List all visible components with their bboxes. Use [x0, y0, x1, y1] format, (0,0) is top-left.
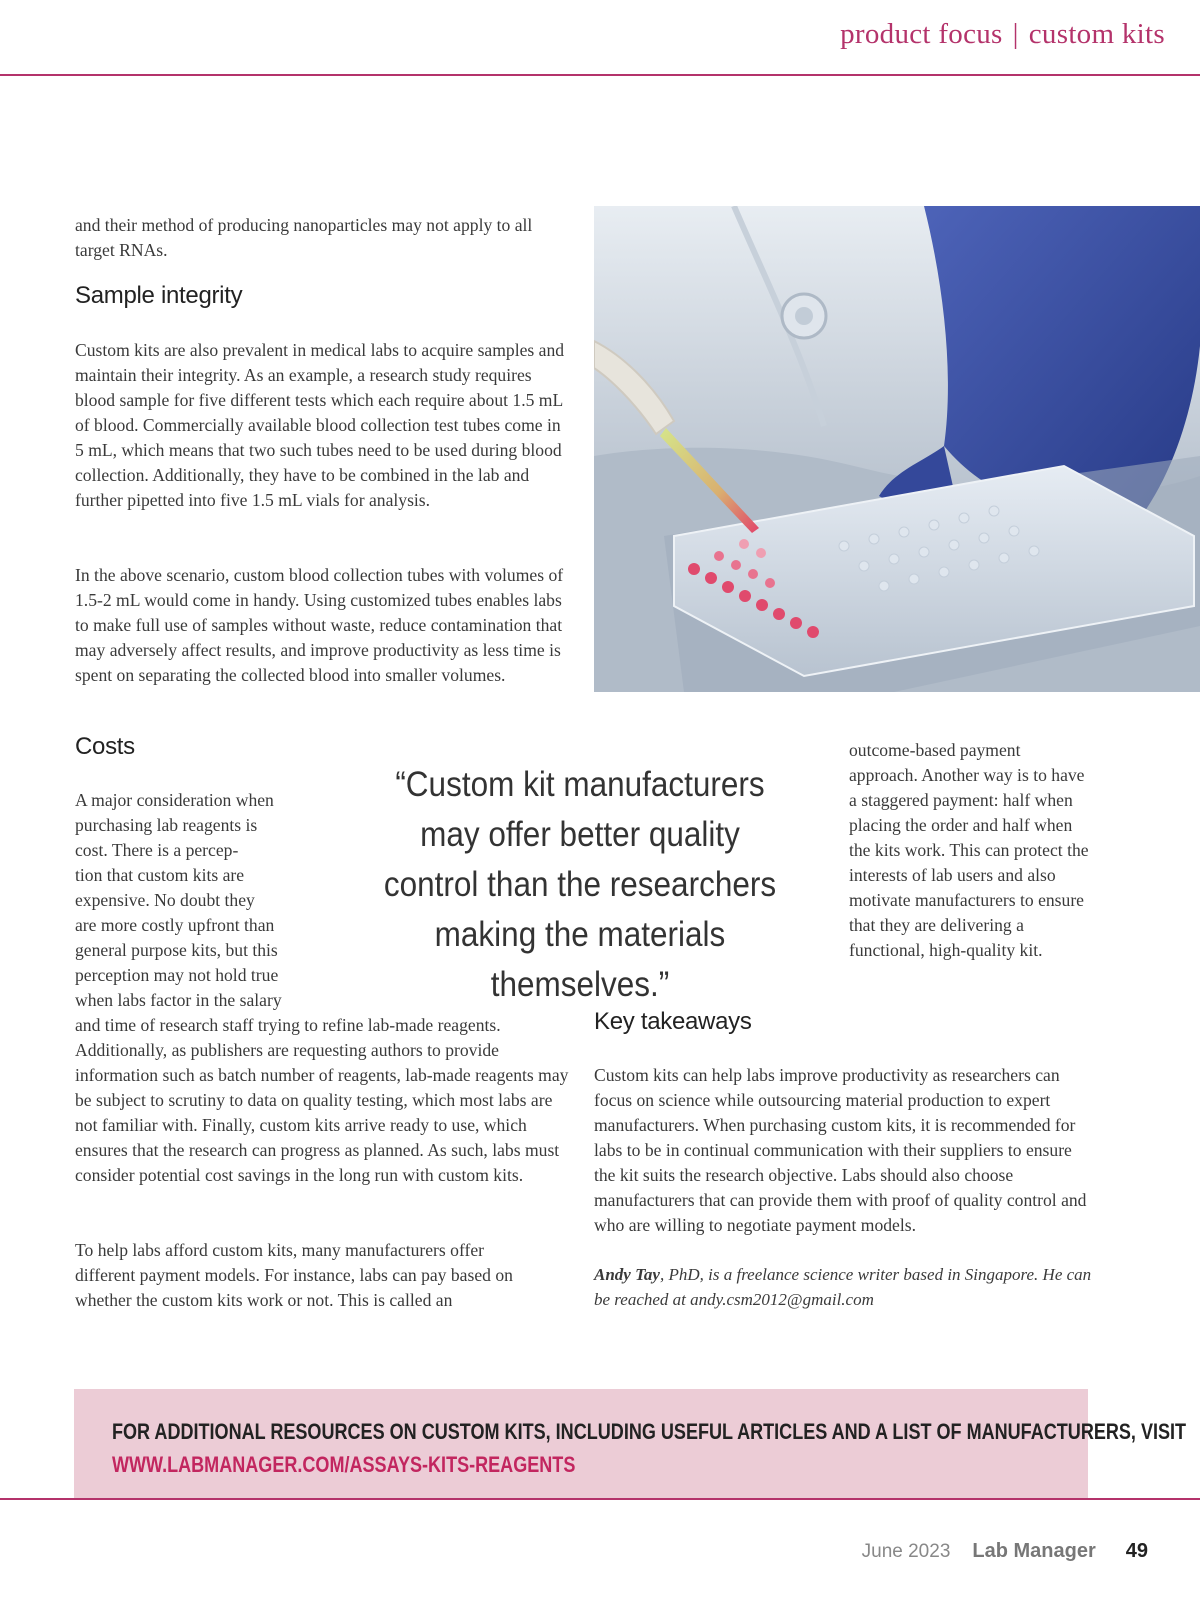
callout-text-block: [112, 1415, 1186, 1481]
costs-heading: Costs: [75, 733, 135, 760]
costs-line: purchasing lab reagents is: [75, 815, 258, 835]
issue-date: June 2023: [861, 1541, 951, 1562]
header-section: product focus: [840, 18, 1003, 50]
author-byline: [594, 1262, 1094, 1312]
author-name: Andy Tay: [594, 1265, 660, 1284]
header-rule: [0, 74, 1200, 76]
intro-continuation: and their method of producing nanoparticles may not apply to all target RNAs.: [75, 215, 533, 260]
costs-paragraph-2-continued: outcome-based payment approach. Another way is to have a staggered payment: half when placing the order and half when the kits work. This can protect the interests of lab users and also motivate manufacturers to ensure that they are delivering a functional, high-quality kit.: [849, 740, 1089, 960]
costs-line: general purpose kits, but this: [75, 940, 278, 960]
key-takeaways-heading: Key takeaways: [594, 1008, 752, 1035]
footer-rule: [0, 1498, 1200, 1500]
page-number: 49: [1125, 1540, 1148, 1562]
sample-integrity-heading: Sample integrity: [75, 282, 243, 309]
sample-integrity-paragraph-1: Custom kits are also prevalent in medical labs to acquire samples and maintain their integrity. As an example, a research study requires blood sample for five different tests which each require about 1.5 mL of blood. Commercially available blood collection test tubes come in 5 mL, which means that two such tubes need to be used during blood collection. Additionally, they have to be combined in the lab and further pipetted into five 1.5 mL vials for analysis.: [75, 340, 565, 510]
costs-paragraph-1-narrow: [75, 788, 335, 1013]
key-takeaways-paragraph: Custom kits can help labs improve productivity as researchers can focus on science while outsourcing material production to expert manufacturers. When purchasing custom kits, it is recommended for labs to be in continual communication with their suppliers to ensure the kit suits the research objective. Labs should also choose manufacturers that can provide them with proof of quality control and who are willing to negotiate payment models.: [594, 1065, 1087, 1235]
costs-line: are more costly upfront than: [75, 915, 275, 935]
costs-line: A major consideration when: [75, 790, 274, 810]
author-bio: , PhD, is a freelance science writer based in Singapore. He can be reached at andy.csm2012@gmail.com: [594, 1265, 1092, 1309]
sample-integrity-paragraph-2: In the above scenario, custom blood collection tubes with volumes of 1.5-2 mL would come in handy. Using customized tubes enables labs to make full use of samples without waste, reduce contamination that may adversely affect results, and improve productivity as less time is spent on separating the collected blood into smaller volumes.: [75, 565, 564, 685]
running-header: [840, 18, 1165, 51]
costs-paragraph-1-rest: and time of research staff trying to refine lab-made reagents. Additionally, as publishers are requesting authors to provide information such as batch number of reagents, lab-made reagents may be subject to scrutiny to data on quality testing, which most labs are not familiar with. Finally, custom kits arrive ready to use, which ensures that the research can progress as planned. As such, labs must consider potential cost savings in the long run with custom kits.: [75, 1015, 569, 1185]
costs-paragraph-2: To help labs afford custom kits, many manufacturers offer different payment models. For instance, labs can pay based on whether the custom kits work or not. This is called an: [75, 1240, 513, 1310]
costs-line: cost. There is a percep-: [75, 840, 239, 860]
costs-line: when labs factor in the salary: [75, 990, 282, 1010]
lab-pipette-photo: [594, 206, 1200, 692]
callout-text: FOR ADDITIONAL RESOURCES ON CUSTOM KITS, INCLUDING USEFUL ARTICLES AND A LIST OF MANUFACTURERS, VISIT: [112, 1419, 1187, 1444]
page-footer: [862, 1540, 1148, 1563]
resources-callout: [74, 1389, 1187, 1498]
lab-photo-illustration: [594, 206, 1200, 692]
callout-link[interactable]: WWW.LABMANAGER.COM/ASSAYS-KITS-REAGENTS: [112, 1452, 576, 1477]
costs-line: expensive. No doubt they: [75, 890, 255, 910]
header-topic: custom kits: [1028, 18, 1165, 50]
header-separator: |: [1012, 18, 1019, 50]
costs-line: tion that custom kits are: [75, 865, 245, 885]
costs-line: perception may not hold true: [75, 965, 279, 985]
magazine-name: Lab Manager: [972, 1540, 1096, 1562]
pull-quote: “Custom kit manufacturers may offer better quality control than the researchers making the materials themselves.”: [383, 765, 777, 1004]
